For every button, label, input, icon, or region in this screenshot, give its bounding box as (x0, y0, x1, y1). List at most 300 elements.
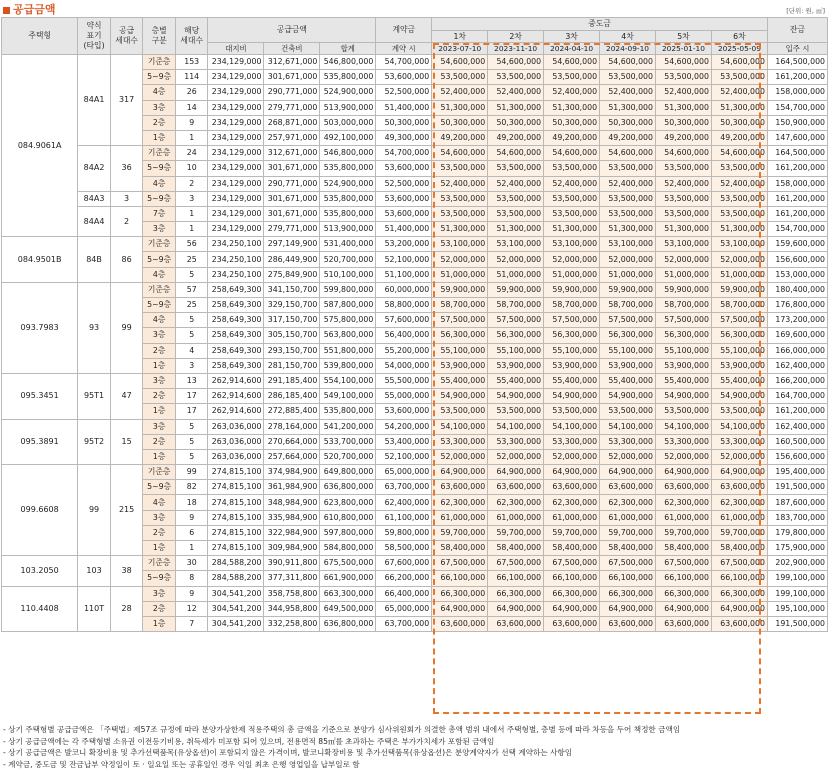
mid-payment-cell: 53,500,000 (544, 70, 600, 85)
floor-cell: 2층 (143, 389, 176, 404)
floor-cell: 기준층 (143, 55, 176, 70)
mid-payment-cell: 58,700,000 (600, 298, 656, 313)
mid-payment-cell: 51,300,000 (544, 100, 600, 115)
amount-cell: 510,100,000 (320, 267, 376, 282)
mid-payment-cell: 66,100,000 (488, 571, 544, 586)
mid-payment-cell: 53,900,000 (600, 358, 656, 373)
mid-payment-cell: 66,100,000 (432, 571, 488, 586)
amount-cell: 58,500,000 (376, 541, 432, 556)
mid-payment-cell: 64,900,000 (711, 601, 767, 616)
households-cell: 38 (110, 556, 143, 586)
header-mid-date: 2024-04-10 (544, 43, 600, 55)
units-cell: 5 (175, 434, 208, 449)
units-cell: 30 (175, 556, 208, 571)
units-cell: 1 (175, 222, 208, 237)
floor-cell: 5~9층 (143, 480, 176, 495)
units-cell: 5 (175, 313, 208, 328)
mid-payment-cell: 63,600,000 (711, 616, 767, 631)
amount-cell: 520,700,000 (320, 449, 376, 464)
mid-payment-cell: 54,600,000 (600, 55, 656, 70)
amount-cell: 234,129,000 (208, 100, 264, 115)
mid-payment-cell: 55,400,000 (544, 373, 600, 388)
mid-payment-cell: 53,900,000 (544, 358, 600, 373)
amount-cell: 156,600,000 (767, 252, 827, 267)
amount-cell: 169,600,000 (767, 328, 827, 343)
mid-payment-cell: 54,100,000 (488, 419, 544, 434)
amount-cell: 63,700,000 (376, 616, 432, 631)
mid-payment-cell: 62,300,000 (711, 495, 767, 510)
floor-cell: 5~9층 (143, 252, 176, 267)
mid-payment-cell: 55,100,000 (544, 343, 600, 358)
mid-payment-cell: 63,600,000 (432, 616, 488, 631)
amount-cell: 53,600,000 (376, 161, 432, 176)
mid-payment-cell: 52,400,000 (711, 85, 767, 100)
amount-cell: 162,400,000 (767, 358, 827, 373)
header-mid-round: 6차 (711, 31, 767, 43)
price-table-body (2, 55, 828, 632)
header-land: 대지비 (208, 43, 264, 55)
type-cell: 095.3451 (2, 373, 78, 419)
amount-cell: 199,100,000 (767, 571, 827, 586)
mid-payment-cell: 54,600,000 (544, 55, 600, 70)
header-deposit-when: 계약 시 (376, 43, 432, 55)
mid-payment-cell: 61,000,000 (432, 510, 488, 525)
amount-cell: 309,984,900 (264, 541, 320, 556)
mid-payment-cell: 67,500,000 (711, 556, 767, 571)
amount-cell: 551,800,000 (320, 343, 376, 358)
mid-payment-cell: 54,600,000 (488, 55, 544, 70)
table-row (2, 191, 828, 206)
mid-payment-cell: 53,900,000 (655, 358, 711, 373)
mid-payment-cell: 54,900,000 (655, 389, 711, 404)
mid-payment-cell: 66,100,000 (711, 571, 767, 586)
amount-cell: 520,700,000 (320, 252, 376, 267)
amount-cell: 234,129,000 (208, 161, 264, 176)
mid-payment-cell: 51,300,000 (544, 222, 600, 237)
abbr-cell: 93 (78, 282, 111, 373)
amount-cell: 195,100,000 (767, 601, 827, 616)
mid-payment-cell: 52,000,000 (432, 449, 488, 464)
amount-cell: 176,800,000 (767, 298, 827, 313)
mid-payment-cell: 54,900,000 (432, 389, 488, 404)
households-cell: 99 (110, 282, 143, 373)
amount-cell: 150,900,000 (767, 115, 827, 130)
amount-cell: 649,500,000 (320, 601, 376, 616)
mid-payment-cell: 55,100,000 (432, 343, 488, 358)
floor-cell: 2층 (143, 115, 176, 130)
mid-payment-cell: 58,400,000 (655, 541, 711, 556)
mid-payment-cell: 53,300,000 (711, 434, 767, 449)
mid-payment-cell: 53,500,000 (655, 191, 711, 206)
table-row (2, 55, 828, 70)
amount-cell: 183,700,000 (767, 510, 827, 525)
floor-cell: 1층 (143, 449, 176, 464)
amount-cell: 199,100,000 (767, 586, 827, 601)
units-cell: 10 (175, 161, 208, 176)
amount-cell: 329,150,700 (264, 298, 320, 313)
amount-cell: 53,600,000 (376, 404, 432, 419)
type-cell: 084.9061A (2, 55, 78, 237)
mid-payment-cell: 64,900,000 (488, 601, 544, 616)
households-cell: 36 (110, 146, 143, 192)
units-cell: 18 (175, 495, 208, 510)
amount-cell: 284,588,200 (208, 571, 264, 586)
mid-payment-cell: 54,600,000 (488, 146, 544, 161)
mid-payment-cell: 64,900,000 (432, 601, 488, 616)
units-cell: 9 (175, 586, 208, 601)
mid-payment-cell: 53,100,000 (488, 237, 544, 252)
mid-payment-cell: 57,500,000 (488, 313, 544, 328)
amount-cell: 281,150,700 (264, 358, 320, 373)
mid-payment-cell: 49,200,000 (600, 130, 656, 145)
amount-cell: 304,541,200 (208, 601, 264, 616)
mid-payment-cell: 52,400,000 (432, 176, 488, 191)
amount-cell: 180,400,000 (767, 282, 827, 297)
amount-cell: 49,300,000 (376, 130, 432, 145)
mid-payment-cell: 66,300,000 (488, 586, 544, 601)
abbr-cell: 84A2 (78, 146, 111, 192)
amount-cell: 154,700,000 (767, 222, 827, 237)
mid-payment-cell: 57,500,000 (655, 313, 711, 328)
abbr-cell: 84B (78, 237, 111, 283)
mid-payment-cell: 55,100,000 (655, 343, 711, 358)
amount-cell: 56,400,000 (376, 328, 432, 343)
floor-cell: 1층 (143, 130, 176, 145)
amount-cell: 301,671,000 (264, 161, 320, 176)
mid-payment-cell: 67,500,000 (432, 556, 488, 571)
amount-cell: 492,100,000 (320, 130, 376, 145)
units-cell: 17 (175, 404, 208, 419)
mid-payment-cell: 53,500,000 (544, 206, 600, 221)
mid-payment-cell: 67,500,000 (544, 556, 600, 571)
amount-cell: 535,800,000 (320, 404, 376, 419)
amount-cell: 51,100,000 (376, 267, 432, 282)
units-cell: 82 (175, 480, 208, 495)
mid-payment-cell: 64,900,000 (544, 465, 600, 480)
amount-cell: 66,200,000 (376, 571, 432, 586)
mid-payment-cell: 53,500,000 (655, 404, 711, 419)
mid-payment-cell: 58,400,000 (600, 541, 656, 556)
header-deposit: 계약금 (376, 18, 432, 43)
section-title-text: 공급금액 (13, 3, 56, 16)
floor-cell: 4층 (143, 313, 176, 328)
amount-cell: 361,984,900 (264, 480, 320, 495)
table-row (2, 146, 828, 161)
amount-cell: 262,914,600 (208, 373, 264, 388)
amount-cell: 332,258,800 (264, 616, 320, 631)
mid-payment-cell: 63,600,000 (600, 480, 656, 495)
amount-cell: 312,671,000 (264, 55, 320, 70)
amount-cell: 304,541,200 (208, 616, 264, 631)
amount-cell: 286,449,900 (264, 252, 320, 267)
mid-payment-cell: 54,600,000 (600, 146, 656, 161)
mid-payment-cell: 53,100,000 (432, 237, 488, 252)
mid-payment-cell: 54,600,000 (655, 55, 711, 70)
mid-payment-cell: 53,500,000 (432, 191, 488, 206)
amount-cell: 159,600,000 (767, 237, 827, 252)
type-cell: 099.6608 (2, 465, 78, 556)
mid-payment-cell: 63,600,000 (544, 480, 600, 495)
mid-payment-cell: 61,000,000 (488, 510, 544, 525)
mid-payment-cell: 59,900,000 (655, 282, 711, 297)
mid-payment-cell: 58,700,000 (544, 298, 600, 313)
mid-payment-cell: 52,400,000 (655, 85, 711, 100)
mid-payment-cell: 53,900,000 (711, 358, 767, 373)
header-mid-round: 1차 (432, 31, 488, 43)
mid-payment-cell: 66,300,000 (655, 586, 711, 601)
mid-payment-cell: 49,200,000 (432, 130, 488, 145)
amount-cell: 297,149,900 (264, 237, 320, 252)
mid-payment-cell: 51,300,000 (600, 222, 656, 237)
households-cell: 215 (110, 465, 143, 556)
floor-cell: 3층 (143, 373, 176, 388)
mid-payment-cell: 59,700,000 (432, 525, 488, 540)
floor-cell: 1층 (143, 404, 176, 419)
amount-cell: 54,000,000 (376, 358, 432, 373)
type-cell: 093.7983 (2, 282, 78, 373)
floor-cell: 7층 (143, 206, 176, 221)
header-units: 해당 세대수 (175, 18, 208, 55)
mid-payment-cell: 55,400,000 (600, 373, 656, 388)
amount-cell: 158,000,000 (767, 85, 827, 100)
amount-cell: 161,200,000 (767, 70, 827, 85)
floor-cell: 5~9층 (143, 571, 176, 586)
amount-cell: 66,400,000 (376, 586, 432, 601)
mid-payment-cell: 51,300,000 (488, 222, 544, 237)
floor-cell: 5~9층 (143, 191, 176, 206)
amount-cell: 52,500,000 (376, 85, 432, 100)
header-mid-round: 2차 (488, 31, 544, 43)
amount-cell: 257,971,000 (264, 130, 320, 145)
floor-cell: 2층 (143, 434, 176, 449)
mid-payment-cell: 58,700,000 (655, 298, 711, 313)
amount-cell: 663,300,000 (320, 586, 376, 601)
header-mid: 중도금 (432, 18, 768, 31)
units-cell: 5 (175, 328, 208, 343)
amount-cell: 53,200,000 (376, 237, 432, 252)
mid-payment-cell: 63,600,000 (432, 480, 488, 495)
mid-payment-cell: 54,100,000 (600, 419, 656, 434)
mid-payment-cell: 53,500,000 (488, 404, 544, 419)
amount-cell: 52,100,000 (376, 252, 432, 267)
mid-payment-cell: 58,400,000 (544, 541, 600, 556)
header-supply: 공급금액 (208, 18, 376, 43)
floor-cell: 기준층 (143, 237, 176, 252)
mid-payment-cell: 63,600,000 (711, 480, 767, 495)
amount-cell: 65,000,000 (376, 465, 432, 480)
amount-cell: 597,800,000 (320, 525, 376, 540)
amount-cell: 503,000,000 (320, 115, 376, 130)
amount-cell: 53,600,000 (376, 191, 432, 206)
mid-payment-cell: 64,900,000 (600, 465, 656, 480)
amount-cell: 286,185,400 (264, 389, 320, 404)
mid-payment-cell: 52,400,000 (432, 85, 488, 100)
mid-payment-cell: 63,600,000 (488, 616, 544, 631)
amount-cell: 191,500,000 (767, 480, 827, 495)
units-cell: 3 (175, 358, 208, 373)
amount-cell: 164,500,000 (767, 55, 827, 70)
amount-cell: 51,400,000 (376, 100, 432, 115)
header-mid-date: 2025-01-10 (655, 43, 711, 55)
mid-payment-cell: 64,900,000 (432, 465, 488, 480)
mid-payment-cell: 52,000,000 (655, 449, 711, 464)
amount-cell: 301,671,000 (264, 206, 320, 221)
mid-payment-cell: 63,600,000 (655, 480, 711, 495)
amount-cell: 54,700,000 (376, 55, 432, 70)
mid-payment-cell: 53,100,000 (544, 237, 600, 252)
mid-payment-cell: 52,400,000 (600, 85, 656, 100)
floor-cell: 4층 (143, 495, 176, 510)
amount-cell: 258,649,300 (208, 328, 264, 343)
note-line: - 계약금, 중도금 및 잔금납부 약정일이 토 · 일요일 또는 공휴일인 경우 익일 최초 은행 영업일을 납부일로 함 (3, 759, 360, 769)
mid-payment-cell: 53,900,000 (432, 358, 488, 373)
floor-cell: 5~9층 (143, 298, 176, 313)
mid-payment-cell: 53,500,000 (600, 191, 656, 206)
units-cell: 4 (175, 343, 208, 358)
mid-payment-cell: 59,700,000 (544, 525, 600, 540)
abbr-cell: 95T2 (78, 419, 111, 465)
mid-payment-cell: 51,000,000 (432, 267, 488, 282)
mid-payment-cell: 55,400,000 (488, 373, 544, 388)
mid-payment-cell: 52,400,000 (544, 176, 600, 191)
unit-label: [단위: 원, ㎡] (786, 7, 825, 15)
amount-cell: 554,100,000 (320, 373, 376, 388)
amount-cell: 234,129,000 (208, 70, 264, 85)
mid-payment-cell: 51,300,000 (600, 100, 656, 115)
floor-cell: 4층 (143, 176, 176, 191)
amount-cell: 274,815,100 (208, 480, 264, 495)
amount-cell: 52,100,000 (376, 449, 432, 464)
mid-payment-cell: 58,400,000 (432, 541, 488, 556)
amount-cell: 524,900,000 (320, 85, 376, 100)
mid-payment-cell: 62,300,000 (544, 495, 600, 510)
amount-cell: 533,700,000 (320, 434, 376, 449)
mid-payment-cell: 51,300,000 (655, 100, 711, 115)
mid-payment-cell: 55,100,000 (488, 343, 544, 358)
amount-cell: 278,164,000 (264, 419, 320, 434)
mid-payment-cell: 59,900,000 (432, 282, 488, 297)
amount-cell: 161,200,000 (767, 404, 827, 419)
amount-cell: 636,800,000 (320, 616, 376, 631)
amount-cell: 258,649,300 (208, 343, 264, 358)
amount-cell: 270,664,000 (264, 434, 320, 449)
amount-cell: 187,600,000 (767, 495, 827, 510)
floor-cell: 기준층 (143, 282, 176, 297)
mid-payment-cell: 53,500,000 (600, 206, 656, 221)
amount-cell: 305,150,700 (264, 328, 320, 343)
amount-cell: 65,000,000 (376, 601, 432, 616)
amount-cell: 541,200,000 (320, 419, 376, 434)
floor-cell: 3층 (143, 222, 176, 237)
amount-cell: 535,800,000 (320, 161, 376, 176)
mid-payment-cell: 53,300,000 (600, 434, 656, 449)
amount-cell: 234,129,000 (208, 55, 264, 70)
amount-cell: 57,600,000 (376, 313, 432, 328)
square-bullet-icon (3, 7, 10, 14)
mid-payment-cell: 53,500,000 (488, 191, 544, 206)
header-floor-group: 층별 구분 (143, 18, 176, 55)
mid-payment-cell: 54,900,000 (711, 389, 767, 404)
mid-payment-cell: 54,600,000 (711, 146, 767, 161)
mid-payment-cell: 53,500,000 (488, 206, 544, 221)
floor-cell: 4층 (143, 85, 176, 100)
units-cell: 1 (175, 130, 208, 145)
amount-cell: 234,129,000 (208, 206, 264, 221)
mid-payment-cell: 58,700,000 (432, 298, 488, 313)
units-cell: 24 (175, 146, 208, 161)
mid-payment-cell: 54,600,000 (432, 55, 488, 70)
amount-cell: 160,500,000 (767, 434, 827, 449)
mid-payment-cell: 62,300,000 (600, 495, 656, 510)
mid-payment-cell: 53,500,000 (432, 206, 488, 221)
units-cell: 26 (175, 85, 208, 100)
units-cell: 9 (175, 115, 208, 130)
amount-cell: 54,200,000 (376, 419, 432, 434)
mid-payment-cell: 51,300,000 (432, 222, 488, 237)
mid-payment-cell: 51,300,000 (488, 100, 544, 115)
mid-payment-cell: 56,300,000 (432, 328, 488, 343)
units-cell: 114 (175, 70, 208, 85)
amount-cell: 147,600,000 (767, 130, 827, 145)
abbr-cell: 84A4 (78, 206, 111, 236)
mid-payment-cell: 59,900,000 (600, 282, 656, 297)
amount-cell: 258,649,300 (208, 358, 264, 373)
units-cell: 5 (175, 267, 208, 282)
header-mid-date: 2025-05-09 (711, 43, 767, 55)
mid-payment-cell: 50,300,000 (432, 115, 488, 130)
mid-payment-cell: 49,200,000 (711, 130, 767, 145)
amount-cell: 584,800,000 (320, 541, 376, 556)
units-cell: 5 (175, 419, 208, 434)
mid-payment-cell: 64,900,000 (544, 601, 600, 616)
units-cell: 1 (175, 206, 208, 221)
amount-cell: 161,200,000 (767, 161, 827, 176)
amount-cell: 175,900,000 (767, 541, 827, 556)
mid-payment-cell: 64,900,000 (488, 465, 544, 480)
amount-cell: 513,900,000 (320, 100, 376, 115)
amount-cell: 234,129,000 (208, 130, 264, 145)
amount-cell: 234,250,100 (208, 252, 264, 267)
amount-cell: 173,200,000 (767, 313, 827, 328)
amount-cell: 610,800,000 (320, 510, 376, 525)
mid-payment-cell: 54,600,000 (711, 55, 767, 70)
amount-cell: 317,150,700 (264, 313, 320, 328)
table-row (2, 373, 828, 388)
mid-payment-cell: 54,900,000 (488, 389, 544, 404)
mid-payment-cell: 53,500,000 (711, 404, 767, 419)
mid-payment-cell: 53,500,000 (600, 161, 656, 176)
mid-payment-cell: 53,300,000 (655, 434, 711, 449)
table-row (2, 556, 828, 571)
mid-payment-cell: 66,300,000 (432, 586, 488, 601)
mid-payment-cell: 66,100,000 (544, 571, 600, 586)
type-cell: 103.2050 (2, 556, 78, 586)
mid-payment-cell: 53,100,000 (711, 237, 767, 252)
amount-cell: 272,885,400 (264, 404, 320, 419)
header-households: 공급 세대수 (110, 18, 143, 55)
mid-payment-cell: 53,500,000 (488, 161, 544, 176)
mid-payment-cell: 63,600,000 (600, 616, 656, 631)
mid-payment-cell: 55,100,000 (711, 343, 767, 358)
table-row (2, 206, 828, 221)
mid-payment-cell: 51,000,000 (711, 267, 767, 282)
mid-payment-cell: 63,600,000 (488, 480, 544, 495)
header-type: 주택형 (2, 18, 78, 55)
amount-cell: 234,129,000 (208, 222, 264, 237)
mid-payment-cell: 53,500,000 (432, 161, 488, 176)
mid-payment-cell: 49,200,000 (488, 130, 544, 145)
amount-cell: 535,800,000 (320, 70, 376, 85)
